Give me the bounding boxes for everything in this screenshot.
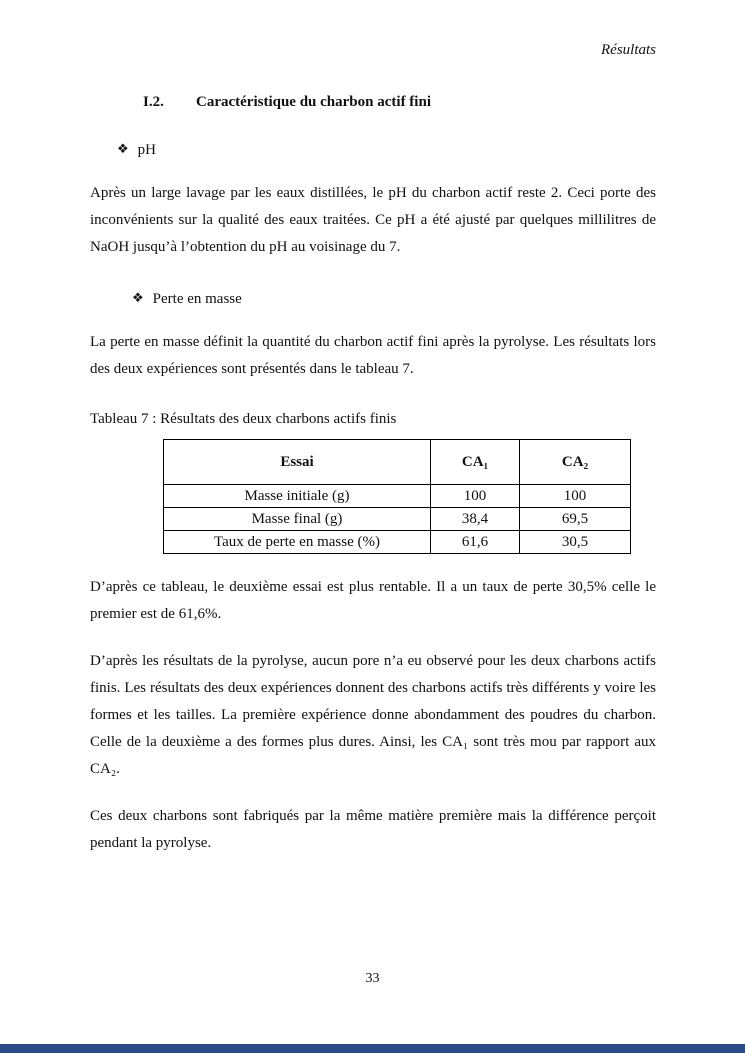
bullet-item-perte [90,289,656,309]
table-cell-value: 100 [431,485,520,508]
paragraph-ph: Après un large lavage par les eaux distillées, le pH du charbon actif reste 2. Ceci porte des inconvénients sur la qualité des eaux traitées. Ce pH a été ajusté par quelques millilitres de NaOH jusqu’à l’obtention du pH au voisinage du 7. [90,185,656,255]
table-cell-value: 100 [520,485,631,508]
bullet-label-perte: Perte en masse [152,291,242,307]
footer-accent-bar [0,1044,745,1053]
table-header-row [164,440,631,485]
running-header: Résultats [601,42,656,58]
bullet-item-ph [90,140,656,160]
table-cell-label: Taux de perte en masse (%) [164,531,431,554]
table-caption: Tableau 7 : Résultats des deux charbons actifs finis [90,411,397,427]
table-cell-value: 69,5 [520,508,631,531]
table-header-essai: Essai [164,440,431,485]
table-header-ca1: CA₁ [431,440,520,485]
page-number: 33 [365,971,380,986]
bullet-label-ph: pH [137,142,156,158]
paragraph-table-analysis: D’après ce tableau, le deuxième essai est plus rentable. Il a un taux de perte 30,5% celle le premier est de 61,6%. [90,579,656,622]
diamond-bullet-icon: ❖ [117,141,129,156]
section-title: Caractéristique du charbon actif fini [196,94,431,110]
table-cell-label: Masse initiale (g) [164,485,431,508]
table-header-ca2: CA₂ [520,440,631,485]
table-cell-value: 30,5 [520,531,631,554]
results-table [163,439,631,554]
table-row [164,531,631,554]
table-row [164,485,631,508]
paragraph-perte-en-masse: La perte en masse définit la quantité du charbon actif fini après la pyrolyse. Les résultats lors des deux expériences sont présentés dans le tableau 7. [90,334,656,377]
paragraph-pyrolyse-results: D’après les résultats de la pyrolyse, aucun pore n’a eu observé pour les deux charbons actifs finis. Les résultats des deux expériences donnent des charbons actifs très différents y voire les formes et les tailles. La première expérience donne abondamment des poudres du charbon. Celle de la deuxième a des formes plus dures. Ainsi, les CA₁ sont très mou par rapport aux CA₂. [90,653,656,777]
diamond-bullet-icon: ❖ [132,290,144,305]
section-number: I.2. [143,94,164,110]
table-cell-label: Masse final (g) [164,508,431,531]
table-cell-value: 61,6 [431,531,520,554]
section-heading [90,92,656,112]
table-cell-value: 38,4 [431,508,520,531]
table-row [164,508,631,531]
paragraph-conclusion: Ces deux charbons sont fabriqués par la même matière première mais la différence perçoit pendant la pyrolyse. [90,808,656,851]
